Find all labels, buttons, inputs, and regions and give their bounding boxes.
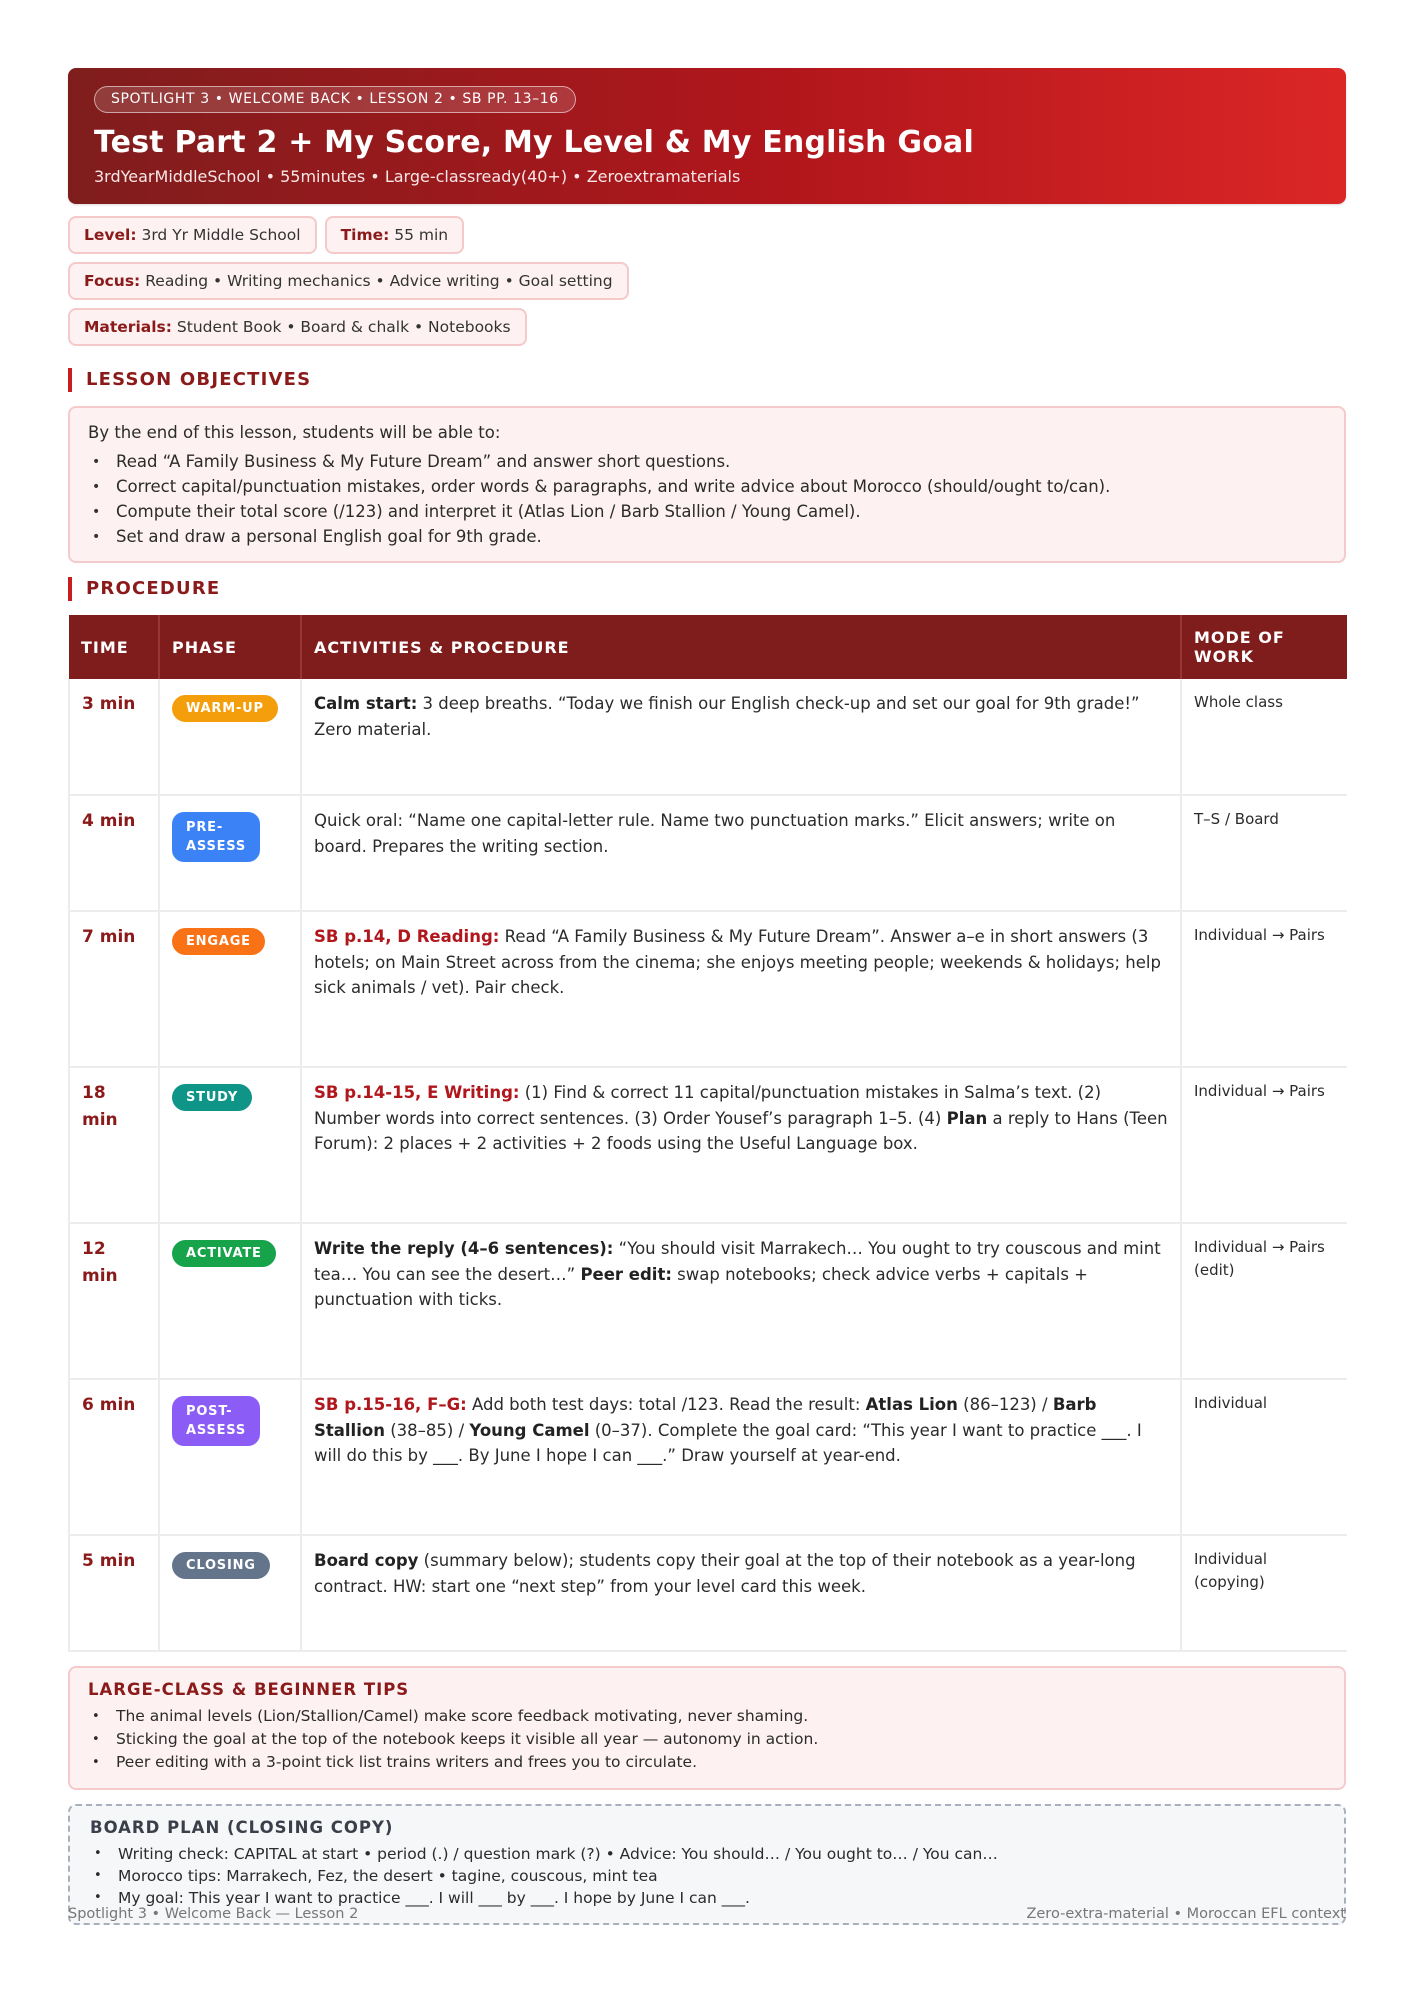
row-activity: Quick oral: “Name one capital-letter rule. Name two punctuation marks.” Elicit answers; write on board. Prepares the writing section.	[301, 795, 1181, 911]
row-activity	[301, 1223, 1181, 1379]
phase-badge-activate: ACTIVATE	[172, 1240, 276, 1267]
info-chips	[68, 216, 1028, 346]
chip-value: Reading • Writing mechanics • Advice writing • Goal setting	[145, 272, 613, 290]
tip-item: • Sticking the goal at the top of the notebook keeps it visible all year — autonomy in action.	[116, 1728, 1326, 1751]
materials-chip	[68, 308, 527, 346]
phase-line: ASSESS	[186, 1423, 247, 1438]
objectives-intro: By the end of this lesson, students will be able to:	[88, 423, 501, 442]
phase-badge-warm-up: WARM-UP	[172, 695, 278, 722]
phase-badge-study: STUDY	[172, 1084, 252, 1111]
tip-item: • The animal levels (Lion/Stallion/Camel) make score feedback motivating, never shaming.	[116, 1705, 1326, 1728]
row-mode: Individual → Pairs	[1181, 1067, 1347, 1223]
page-title: Test Part 2 + My Score, My Level & My English Goal	[94, 125, 974, 160]
footer-right: Zero-extra-material • Moroccan EFL context	[1026, 1906, 1346, 1922]
row-mode: Individual	[1181, 1379, 1347, 1535]
column-header-activities: ACTIVITIES & PROCEDURE	[301, 615, 1181, 679]
focus-chip	[68, 262, 629, 300]
column-header-mode: MODE OF WORK	[1181, 615, 1347, 679]
row-mode: Individual (copying)	[1181, 1535, 1347, 1651]
row-activity	[301, 679, 1181, 795]
activity-ref: SB p.14-15, E Writing:	[314, 1083, 520, 1102]
level-name: Young Camel	[469, 1420, 590, 1440]
activity-lead: Calm start:	[314, 694, 418, 713]
activity-lead: Write the reply (4–6 sentences):	[314, 1239, 614, 1258]
activity-lead: Board copy	[314, 1551, 419, 1570]
activity-text: Add both test days: total /123. Read the result:	[466, 1395, 866, 1414]
column-header-phase: PHASE	[159, 615, 301, 679]
activity-text: swap notebooks; check advice verbs + capitals + punctuation with ticks.	[314, 1264, 1089, 1309]
row-activity	[301, 1535, 1181, 1651]
lesson-plan-page	[68, 68, 1346, 1925]
tips-list	[88, 1705, 1326, 1774]
phase-badge-closing: CLOSING	[172, 1552, 270, 1579]
row-time: 5 min	[82, 1551, 136, 1571]
page-footer	[68, 1906, 1346, 1922]
row-time: 4 min	[82, 811, 136, 831]
table-row	[69, 1067, 1347, 1223]
time-chip	[325, 216, 465, 254]
activity-text: (summary below); students copy their goal at the top of their notebook as a year-long contract. HW: start one “next step” from your level card this week.	[314, 1551, 1136, 1596]
table-header-row	[69, 615, 1347, 679]
objective-item: • Read “A Family Business & My Future Dream” and answer short questions.	[116, 449, 1326, 474]
header-banner	[68, 68, 1346, 204]
chip-value: 55 min	[394, 226, 449, 244]
table-row	[69, 679, 1347, 795]
row-mode: Individual → Pairs (edit)	[1181, 1223, 1347, 1379]
activity-bold: Plan	[946, 1108, 988, 1128]
activity-text: (1) Find & correct 11 capital/punctuation mistakes in Salma’s text. (2) Number words into correct sentences. (3) Order Yousef’s paragraph 1–5. (4)	[314, 1083, 1102, 1128]
footer-left: Spotlight 3 • Welcome Back — Lesson 2	[68, 1906, 359, 1922]
table-row	[69, 911, 1347, 1067]
board-item: • Writing check: CAPITAL at start • period (.) / question mark (?) • Advice: You should… / You ought to… / You can…	[118, 1843, 1324, 1865]
activity-text: (0–37). Complete the goal card: “This year I want to practice ___. I will do this by ___. By June I hope I can ___.” Draw yourself at year-end.	[314, 1420, 1142, 1465]
lesson-kicker-badge: SPOTLIGHT 3 • WELCOME BACK • LESSON 2 • SB PP. 13–16	[94, 86, 576, 113]
chip-value: Student Book • Board & chalk • Notebooks	[176, 318, 511, 336]
chip-label: Level:	[84, 226, 137, 244]
table-row	[69, 1223, 1347, 1379]
objective-item: • Set and draw a personal English goal for 9th grade.	[116, 524, 1326, 549]
row-time: 12 min	[82, 1239, 118, 1286]
page-subtitle: 3rdYearMiddleSchool • 55minutes • Large-classready(40+) • Zeroextramaterials	[94, 167, 741, 186]
board-plan-list	[90, 1843, 1324, 1909]
table-row	[69, 1535, 1347, 1651]
row-time: 7 min	[82, 927, 136, 947]
objective-item: • Compute their total score (/123) and interpret it (Atlas Lion / Barb Stallion / Young Camel).	[116, 499, 1326, 524]
phase-badge-post-assess	[172, 1396, 260, 1446]
objectives-heading: LESSON OBJECTIVES	[68, 368, 1346, 392]
activity-ref: SB p.15-16, F–G:	[314, 1395, 467, 1414]
activity-text: (86–123) /	[957, 1395, 1053, 1414]
row-activity	[301, 1067, 1181, 1223]
level-name: Barb Stallion	[314, 1395, 1097, 1440]
table-row	[69, 795, 1347, 911]
phase-badge-engage: ENGAGE	[172, 928, 265, 955]
activity-text: “You should visit Marrakech… You ought to try couscous and mint tea… You can see the desert…”	[314, 1239, 1161, 1284]
chip-value: 3rd Yr Middle School	[141, 226, 301, 244]
activity-text: 3 deep breaths. “Today we finish our English check-up and set our goal for 9th grade!” Zero material.	[314, 694, 1140, 739]
board-item: • Morocco tips: Marrakech, Fez, the desert • tagine, couscous, mint tea	[118, 1865, 1324, 1887]
row-mode: Whole class	[1181, 679, 1347, 795]
activity-ref: SB p.14, D Reading:	[314, 927, 500, 946]
row-time: 6 min	[82, 1395, 136, 1415]
board-item: • My goal: This year I want to practice ___. I will ___ by ___. I hope by June I can ___.	[118, 1887, 1324, 1909]
activity-text: Read “A Family Business & My Future Dream”. Answer a–e in short answers (3 hotels; on Main Street across from the cinema; she enjoys meeting people; weekends & holidays; help sick animals / vet). Pair check.	[314, 927, 1161, 997]
phase-line: ASSESS	[186, 839, 247, 854]
row-time: 3 min	[82, 694, 136, 714]
table-row	[69, 1379, 1347, 1535]
procedure-table	[68, 615, 1347, 1652]
chip-label: Materials:	[84, 318, 172, 336]
chip-label: Focus:	[84, 272, 141, 290]
activity-text: (38–85) /	[384, 1420, 470, 1440]
phase-line: PRE-	[186, 820, 224, 835]
phase-line: POST-	[186, 1404, 233, 1419]
activity-bold: Peer edit:	[580, 1264, 672, 1284]
tips-heading: LARGE-CLASS & BEGINNER TIPS	[88, 1680, 410, 1699]
row-time: 18 min	[82, 1083, 118, 1130]
row-mode: T–S / Board	[1181, 795, 1347, 911]
row-activity	[301, 911, 1181, 1067]
chip-label: Time:	[340, 226, 390, 244]
row-mode: Individual → Pairs	[1181, 911, 1347, 1067]
tip-item: • Peer editing with a 3-point tick list trains writers and frees you to circulate.	[116, 1751, 1326, 1774]
tips-box	[68, 1666, 1346, 1790]
column-header-time: TIME	[69, 615, 159, 679]
objectives-box	[68, 406, 1346, 563]
activity-text: a reply to Hans (Teen Forum): 2 places + 2 activities + 2 foods using the Useful Language box.	[314, 1108, 1168, 1153]
level-name: Atlas Lion	[865, 1395, 958, 1414]
board-plan-heading: BOARD PLAN (CLOSING COPY)	[90, 1818, 394, 1837]
level-chip	[68, 216, 317, 254]
procedure-heading: PROCEDURE	[68, 577, 1346, 601]
objectives-list	[88, 449, 1326, 549]
objective-item: • Correct capital/punctuation mistakes, order words & paragraphs, and write advice about Morocco (should/ought to/can).	[116, 474, 1326, 499]
phase-badge-pre-assess	[172, 812, 260, 862]
row-activity	[301, 1379, 1181, 1535]
